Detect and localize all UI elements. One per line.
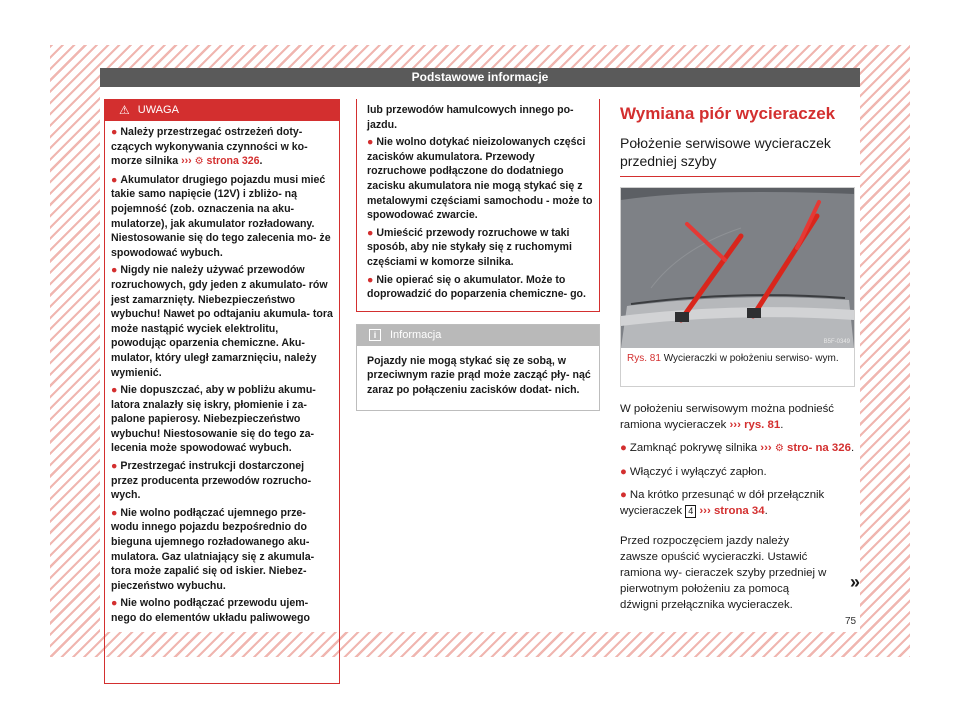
warning-item: ● Nie opierać się o akumulator. Może to doprowadzić do poparzenia chemiczne- go.	[367, 273, 586, 301]
warning-item: ● Nigdy nie należy używać przewodów rozruchowych, gdy jeden z akumulato- rów jest zamarznięty. Niebezpieczeństwo wybuchu! Nawet po odtajaniu akumula- tora może nastąpić wyciek elektrolitu, powodując oparzenia chemiczne. Aku- mulator, który uległ zamarznięciu, należy wymienić.	[111, 264, 333, 379]
callout-badge: 4	[685, 505, 696, 518]
figure	[620, 187, 855, 387]
manual-page	[100, 68, 860, 632]
info-title: Informacja	[390, 328, 442, 341]
warning-continuation-box	[356, 99, 600, 312]
page-ref-link[interactable]: stro- na 326	[787, 442, 851, 454]
warning-item: ● Umieścić przewody rozruchowe w taki sposób, aby nie stykały się z ruchomymi częściami w komorze silnika.	[367, 226, 572, 268]
figure-ref-link[interactable]: rys. 81	[744, 419, 781, 431]
warning-item: ● Przestrzegać instrukcji dostarczonej przez producenta przewodów rozrucho- wych.	[111, 460, 312, 502]
warning-item: ● Nie dopuszczać, aby w pobliżu akumu- latora znalazły się iskry, płomienie i za- palone papierosy. Niebezpieczeństwo wybuchu! Niestosowanie się do tego za- lecenia może spowodować wybuch.	[111, 384, 316, 455]
info-box	[356, 324, 600, 411]
engine-bay-icon: ⚙	[194, 156, 204, 168]
ref-arrows[interactable]: ›››	[699, 505, 711, 517]
warning-continuation	[357, 99, 599, 308]
warning-triangle-icon: ⚠	[119, 103, 130, 117]
bullet-icon: ●	[111, 460, 118, 473]
bullet-icon: ●	[367, 273, 374, 286]
bullet-icon: ●	[620, 442, 627, 454]
bullet-icon: ●	[367, 136, 374, 149]
step-item: ● Na krótko przesunąć w dół przełącznik wycieraczek 4 ››› strona 34.	[620, 489, 825, 517]
engine-bay-icon: ⚙	[774, 443, 784, 454]
bullet-icon: ●	[111, 264, 118, 277]
page-ref-link[interactable]: strona 34	[713, 505, 765, 517]
bullet-icon: ●	[111, 506, 118, 519]
warning-item: ● Nie wolno dotykać nieizolowanych części zacisków akumulatora. Przewody rozruchowe podłączone do dodatniego zacisku akumulatora nie mogą stykać się z metalowymi częściami samochodu - może to spowodować zwarcie.	[367, 136, 593, 222]
page-ref-link[interactable]: strona 326	[206, 155, 260, 168]
info-icon: i	[369, 329, 381, 341]
outro-paragraph: Przed rozpoczęciem jazdy należy zawsze opuścić wycieraczki. Ustawić ramiona wy- cieraczek szyby przedniej w pierwotnym położeniu za pomocą dźwigni przełącznika wycieraczek.	[620, 535, 827, 611]
bullet-icon: ●	[111, 173, 118, 186]
ref-arrows[interactable]: ›››	[760, 442, 772, 454]
info-text: Pojazdy nie mogą stykać się ze sobą, w przeciwnym razie prąd może zacząć pły- nąć zaraz po połączeniu zacisków dodat- nich.	[367, 354, 591, 396]
warning-header	[105, 100, 339, 121]
step-item: ● Zamknąć pokrywę silnika ››› ⚙ stro- na 326.	[620, 442, 855, 454]
info-header	[357, 325, 599, 346]
section-subtitle: Położenie serwisowe wycieraczek przedniej szyby	[620, 134, 860, 177]
page-header: Podstawowe informacje	[100, 68, 860, 87]
warning-box	[104, 99, 340, 684]
middle-column	[356, 99, 600, 411]
ref-arrows[interactable]: ›››	[729, 419, 741, 431]
figure-label: Rys. 81	[627, 353, 661, 364]
intro-paragraph: W położeniu serwisowym można podnieść ramiona wycieraczek ››› rys. 81.	[620, 403, 834, 431]
page-number: 75	[845, 616, 857, 627]
warning-continuation-text: lub przewodów hamulcowych innego po- jazdu.	[367, 104, 574, 131]
bullet-icon: ●	[111, 126, 118, 138]
warning-item: ● Należy przestrzegać ostrzeżeń doty- czących wykonywania czynności w ko- morze silnika ››› ⚙ strona 326.	[111, 126, 308, 168]
bullet-icon: ●	[620, 466, 627, 478]
bullet-icon: ●	[367, 226, 374, 239]
figure-code: B5F-0349	[823, 339, 850, 345]
continue-arrow-icon: »	[850, 572, 861, 592]
bullet-icon: ●	[111, 597, 118, 610]
ref-arrows[interactable]: ›››	[181, 155, 192, 168]
warning-item: ● Nie wolno podłączać przewodu ujem- nego do elementów układu paliwowego	[111, 597, 310, 624]
warning-title: UWAGA	[137, 104, 179, 116]
warning-body	[105, 121, 339, 626]
bullet-icon: ●	[620, 489, 627, 501]
warning-item: ● Akumulator drugiego pojazdu musi mieć takie samo napięcie (12V) i zbliżo- ną pojemność (zob. oznaczenia na aku- mulatorze), jak akumulator rozładowany. Niestosowanie się do tego zalecenia mo- że spowodować wybuch.	[111, 173, 331, 259]
wiper-photo	[621, 188, 854, 348]
step-item: ● Włączyć i wyłączyć zapłon.	[620, 466, 767, 478]
warning-item: ● Nie wolno podłączać ujemnego prze- wodu innego pojazdu bezpośrednio do bieguna ujemnego rozładowanego aku- mulatora. Gaz ulatniający się z akumula- tora może zapalić się od iskier. Niebez- pieczeństwo wybuchu.	[111, 506, 315, 592]
wiper-illustration	[621, 188, 854, 348]
right-column	[620, 99, 860, 613]
section-title: Wymiana piór wycieraczek	[620, 104, 836, 123]
figure-caption: Rys. 81 Wycieraczki w położeniu serwiso- wym.	[627, 353, 839, 364]
bullet-icon: ●	[111, 384, 118, 397]
